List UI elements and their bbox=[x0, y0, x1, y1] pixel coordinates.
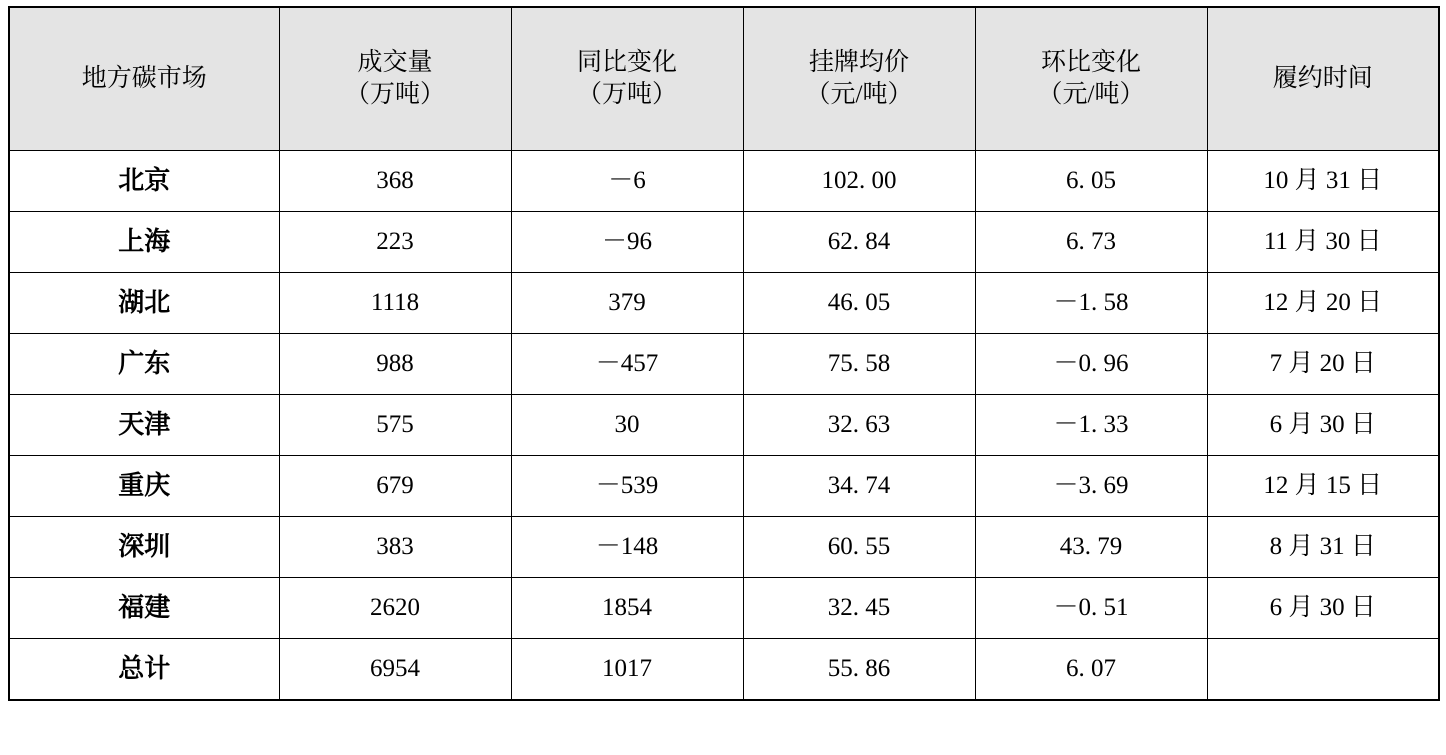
cell-price: 46. 05 bbox=[743, 273, 975, 334]
column-header-mom-line1: 环比变化 bbox=[1040, 49, 1141, 76]
cell-region: 广东 bbox=[9, 334, 279, 395]
column-header-volume-line1: 成交量 bbox=[357, 49, 433, 76]
table-row bbox=[9, 151, 1439, 212]
cell-volume: 679 bbox=[279, 456, 511, 517]
table-row bbox=[9, 395, 1439, 456]
local-carbon-market-table bbox=[8, 6, 1440, 701]
cell-deadline: 12 月 20 日 bbox=[1207, 273, 1439, 334]
cell-mom: －1. 58 bbox=[975, 273, 1207, 334]
cell-yoy: 1854 bbox=[511, 578, 743, 639]
header-row bbox=[9, 7, 1439, 151]
column-header-region-line1: 地方碳市场 bbox=[81, 65, 207, 92]
cell-price: 60. 55 bbox=[743, 517, 975, 578]
cell-region: 深圳 bbox=[9, 517, 279, 578]
table-row bbox=[9, 212, 1439, 273]
cell-deadline: 6 月 30 日 bbox=[1207, 578, 1439, 639]
cell-mom: －0. 51 bbox=[975, 578, 1207, 639]
cell-yoy: 379 bbox=[511, 273, 743, 334]
cell-mom: 43. 79 bbox=[975, 517, 1207, 578]
cell-deadline: 12 月 15 日 bbox=[1207, 456, 1439, 517]
column-header-region bbox=[9, 7, 279, 151]
cell-region: 总计 bbox=[9, 639, 279, 701]
cell-volume: 223 bbox=[279, 212, 511, 273]
column-header-deadline-line1: 履约时间 bbox=[1272, 65, 1373, 92]
cell-yoy: 1017 bbox=[511, 639, 743, 701]
cell-mom: －3. 69 bbox=[975, 456, 1207, 517]
cell-mom: －1. 33 bbox=[975, 395, 1207, 456]
cell-region: 北京 bbox=[9, 151, 279, 212]
cell-volume: 575 bbox=[279, 395, 511, 456]
cell-yoy: －457 bbox=[511, 334, 743, 395]
cell-yoy: －96 bbox=[511, 212, 743, 273]
cell-yoy: －539 bbox=[511, 456, 743, 517]
column-header-mom bbox=[975, 7, 1207, 151]
cell-volume: 1118 bbox=[279, 273, 511, 334]
column-header-deadline bbox=[1207, 7, 1439, 151]
table-row bbox=[9, 334, 1439, 395]
column-header-yoy-line2: （万吨） bbox=[576, 81, 677, 108]
table-row bbox=[9, 517, 1439, 578]
table-header bbox=[9, 7, 1439, 151]
column-header-price-line2: （元/吨） bbox=[805, 81, 913, 108]
cell-region: 湖北 bbox=[9, 273, 279, 334]
cell-yoy: －6 bbox=[511, 151, 743, 212]
column-header-volume-line2: （万吨） bbox=[344, 81, 445, 108]
cell-deadline bbox=[1207, 639, 1439, 701]
cell-volume: 383 bbox=[279, 517, 511, 578]
cell-volume: 988 bbox=[279, 334, 511, 395]
cell-price: 32. 45 bbox=[743, 578, 975, 639]
column-header-volume bbox=[279, 7, 511, 151]
cell-volume: 368 bbox=[279, 151, 511, 212]
cell-region: 重庆 bbox=[9, 456, 279, 517]
cell-deadline: 11 月 30 日 bbox=[1207, 212, 1439, 273]
cell-price: 62. 84 bbox=[743, 212, 975, 273]
cell-deadline: 6 月 30 日 bbox=[1207, 395, 1439, 456]
cell-mom: －0. 96 bbox=[975, 334, 1207, 395]
cell-region: 上海 bbox=[9, 212, 279, 273]
cell-price: 34. 74 bbox=[743, 456, 975, 517]
table-row bbox=[9, 578, 1439, 639]
column-header-yoy bbox=[511, 7, 743, 151]
cell-price: 55. 86 bbox=[743, 639, 975, 701]
cell-region: 天津 bbox=[9, 395, 279, 456]
cell-deadline: 8 月 31 日 bbox=[1207, 517, 1439, 578]
table-body bbox=[9, 151, 1439, 701]
cell-deadline: 7 月 20 日 bbox=[1207, 334, 1439, 395]
table-row bbox=[9, 273, 1439, 334]
column-header-price-line1: 挂牌均价 bbox=[808, 49, 909, 76]
table-row bbox=[9, 456, 1439, 517]
cell-deadline: 10 月 31 日 bbox=[1207, 151, 1439, 212]
cell-yoy: －148 bbox=[511, 517, 743, 578]
cell-yoy: 30 bbox=[511, 395, 743, 456]
column-header-mom-line2: （元/吨） bbox=[1037, 81, 1145, 108]
table-row-total bbox=[9, 639, 1439, 701]
cell-price: 75. 58 bbox=[743, 334, 975, 395]
cell-region: 福建 bbox=[9, 578, 279, 639]
column-header-yoy-line1: 同比变化 bbox=[576, 49, 677, 76]
cell-mom: 6. 05 bbox=[975, 151, 1207, 212]
cell-price: 102. 00 bbox=[743, 151, 975, 212]
cell-price: 32. 63 bbox=[743, 395, 975, 456]
cell-volume: 2620 bbox=[279, 578, 511, 639]
cell-mom: 6. 07 bbox=[975, 639, 1207, 701]
cell-mom: 6. 73 bbox=[975, 212, 1207, 273]
cell-volume: 6954 bbox=[279, 639, 511, 701]
column-header-price bbox=[743, 7, 975, 151]
